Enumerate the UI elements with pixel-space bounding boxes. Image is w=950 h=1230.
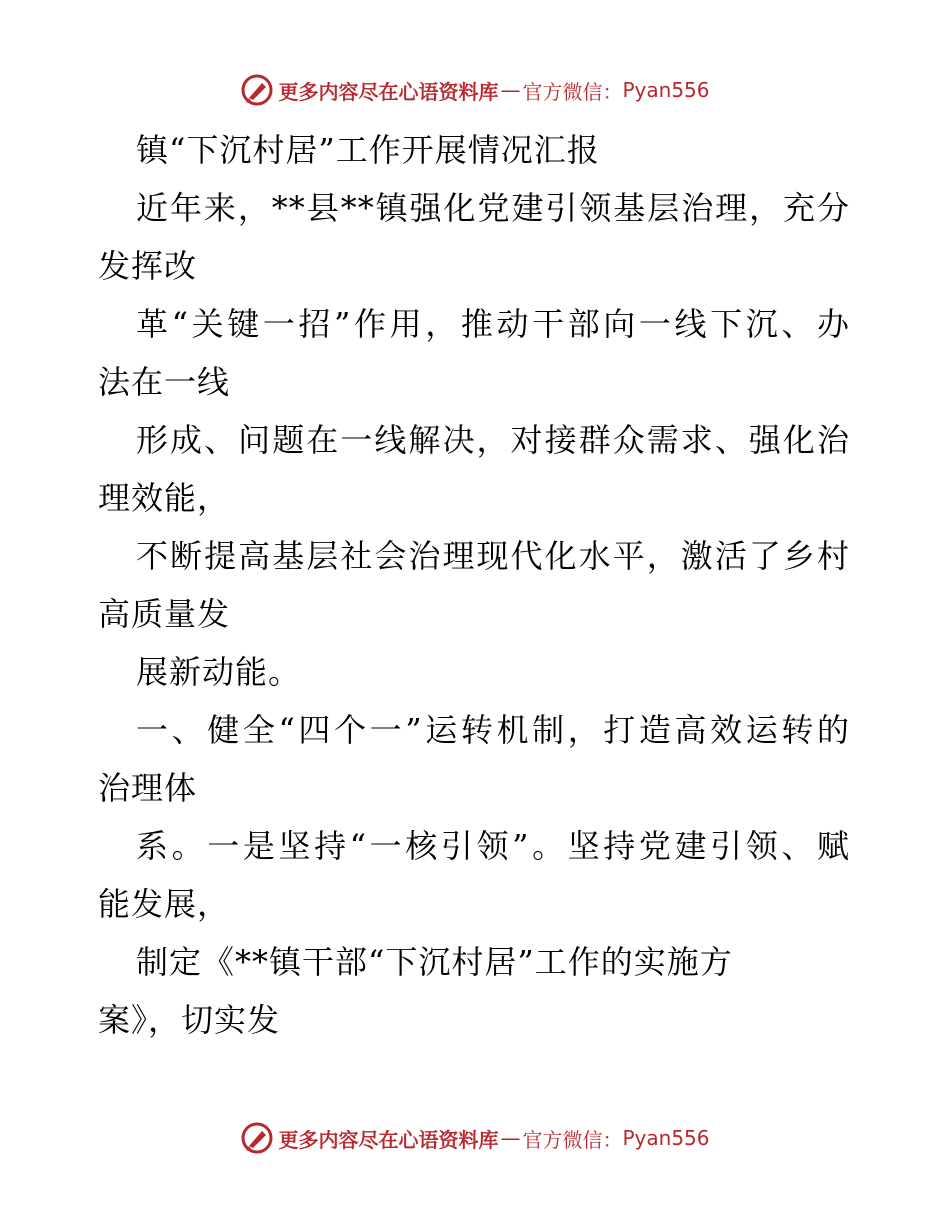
paragraph-line: 发挥改 xyxy=(98,247,198,285)
watermark-official-label: 官方微信： xyxy=(522,1127,623,1152)
paragraph-line: 革“关键一招”作用，推动干部向一线下沉、办 xyxy=(136,305,850,343)
fountain-pen-circle-icon xyxy=(240,73,274,107)
watermark-text: 更多内容尽在心语资料库 xyxy=(278,1127,499,1152)
watermark-official-label: 官方微信： xyxy=(522,79,623,104)
footer-watermark xyxy=(0,1118,950,1158)
paragraph-line: 案》，切实发 xyxy=(98,1001,281,1039)
paragraph-line: 不断提高基层社会治理现代化水平，激活了乡村 xyxy=(136,537,850,575)
paragraph-line: 系。一是坚持“一核引领”。坚持党建引领、赋 xyxy=(136,827,850,865)
section-heading-line: 治理体 xyxy=(98,769,198,807)
paragraph-line: 法在一线 xyxy=(98,363,231,401)
paragraph-line: 理效能， xyxy=(98,479,231,517)
watermark-text: 更多内容尽在心语资料库 xyxy=(278,79,499,104)
paragraph-line: 展新动能。 xyxy=(136,653,302,691)
watermark-separator: — xyxy=(500,1126,521,1150)
paragraph-line: 近年来，**县**镇强化党建引领基层治理，充分 xyxy=(136,189,850,227)
paragraph-line: 高质量发 xyxy=(98,595,231,633)
fountain-pen-circle-icon xyxy=(240,1121,274,1155)
paragraph-line: 制定《**镇干部“下沉村居”工作的实施方 xyxy=(136,943,733,981)
watermark-wechat-id: Pyan556 xyxy=(622,1126,710,1150)
section-heading-line: 一、健全“四个一”运转机制，打造高效运转的 xyxy=(136,711,850,749)
watermark-wechat-id: Pyan556 xyxy=(622,78,710,102)
paragraph-line: 能发展， xyxy=(98,885,231,923)
header-watermark xyxy=(0,70,950,110)
watermark-separator: — xyxy=(500,78,521,102)
paragraph-line: 形成、问题在一线解决，对接群众需求、强化治 xyxy=(136,421,850,459)
document-title: 镇“下沉村居”工作开展情况汇报 xyxy=(136,131,600,169)
